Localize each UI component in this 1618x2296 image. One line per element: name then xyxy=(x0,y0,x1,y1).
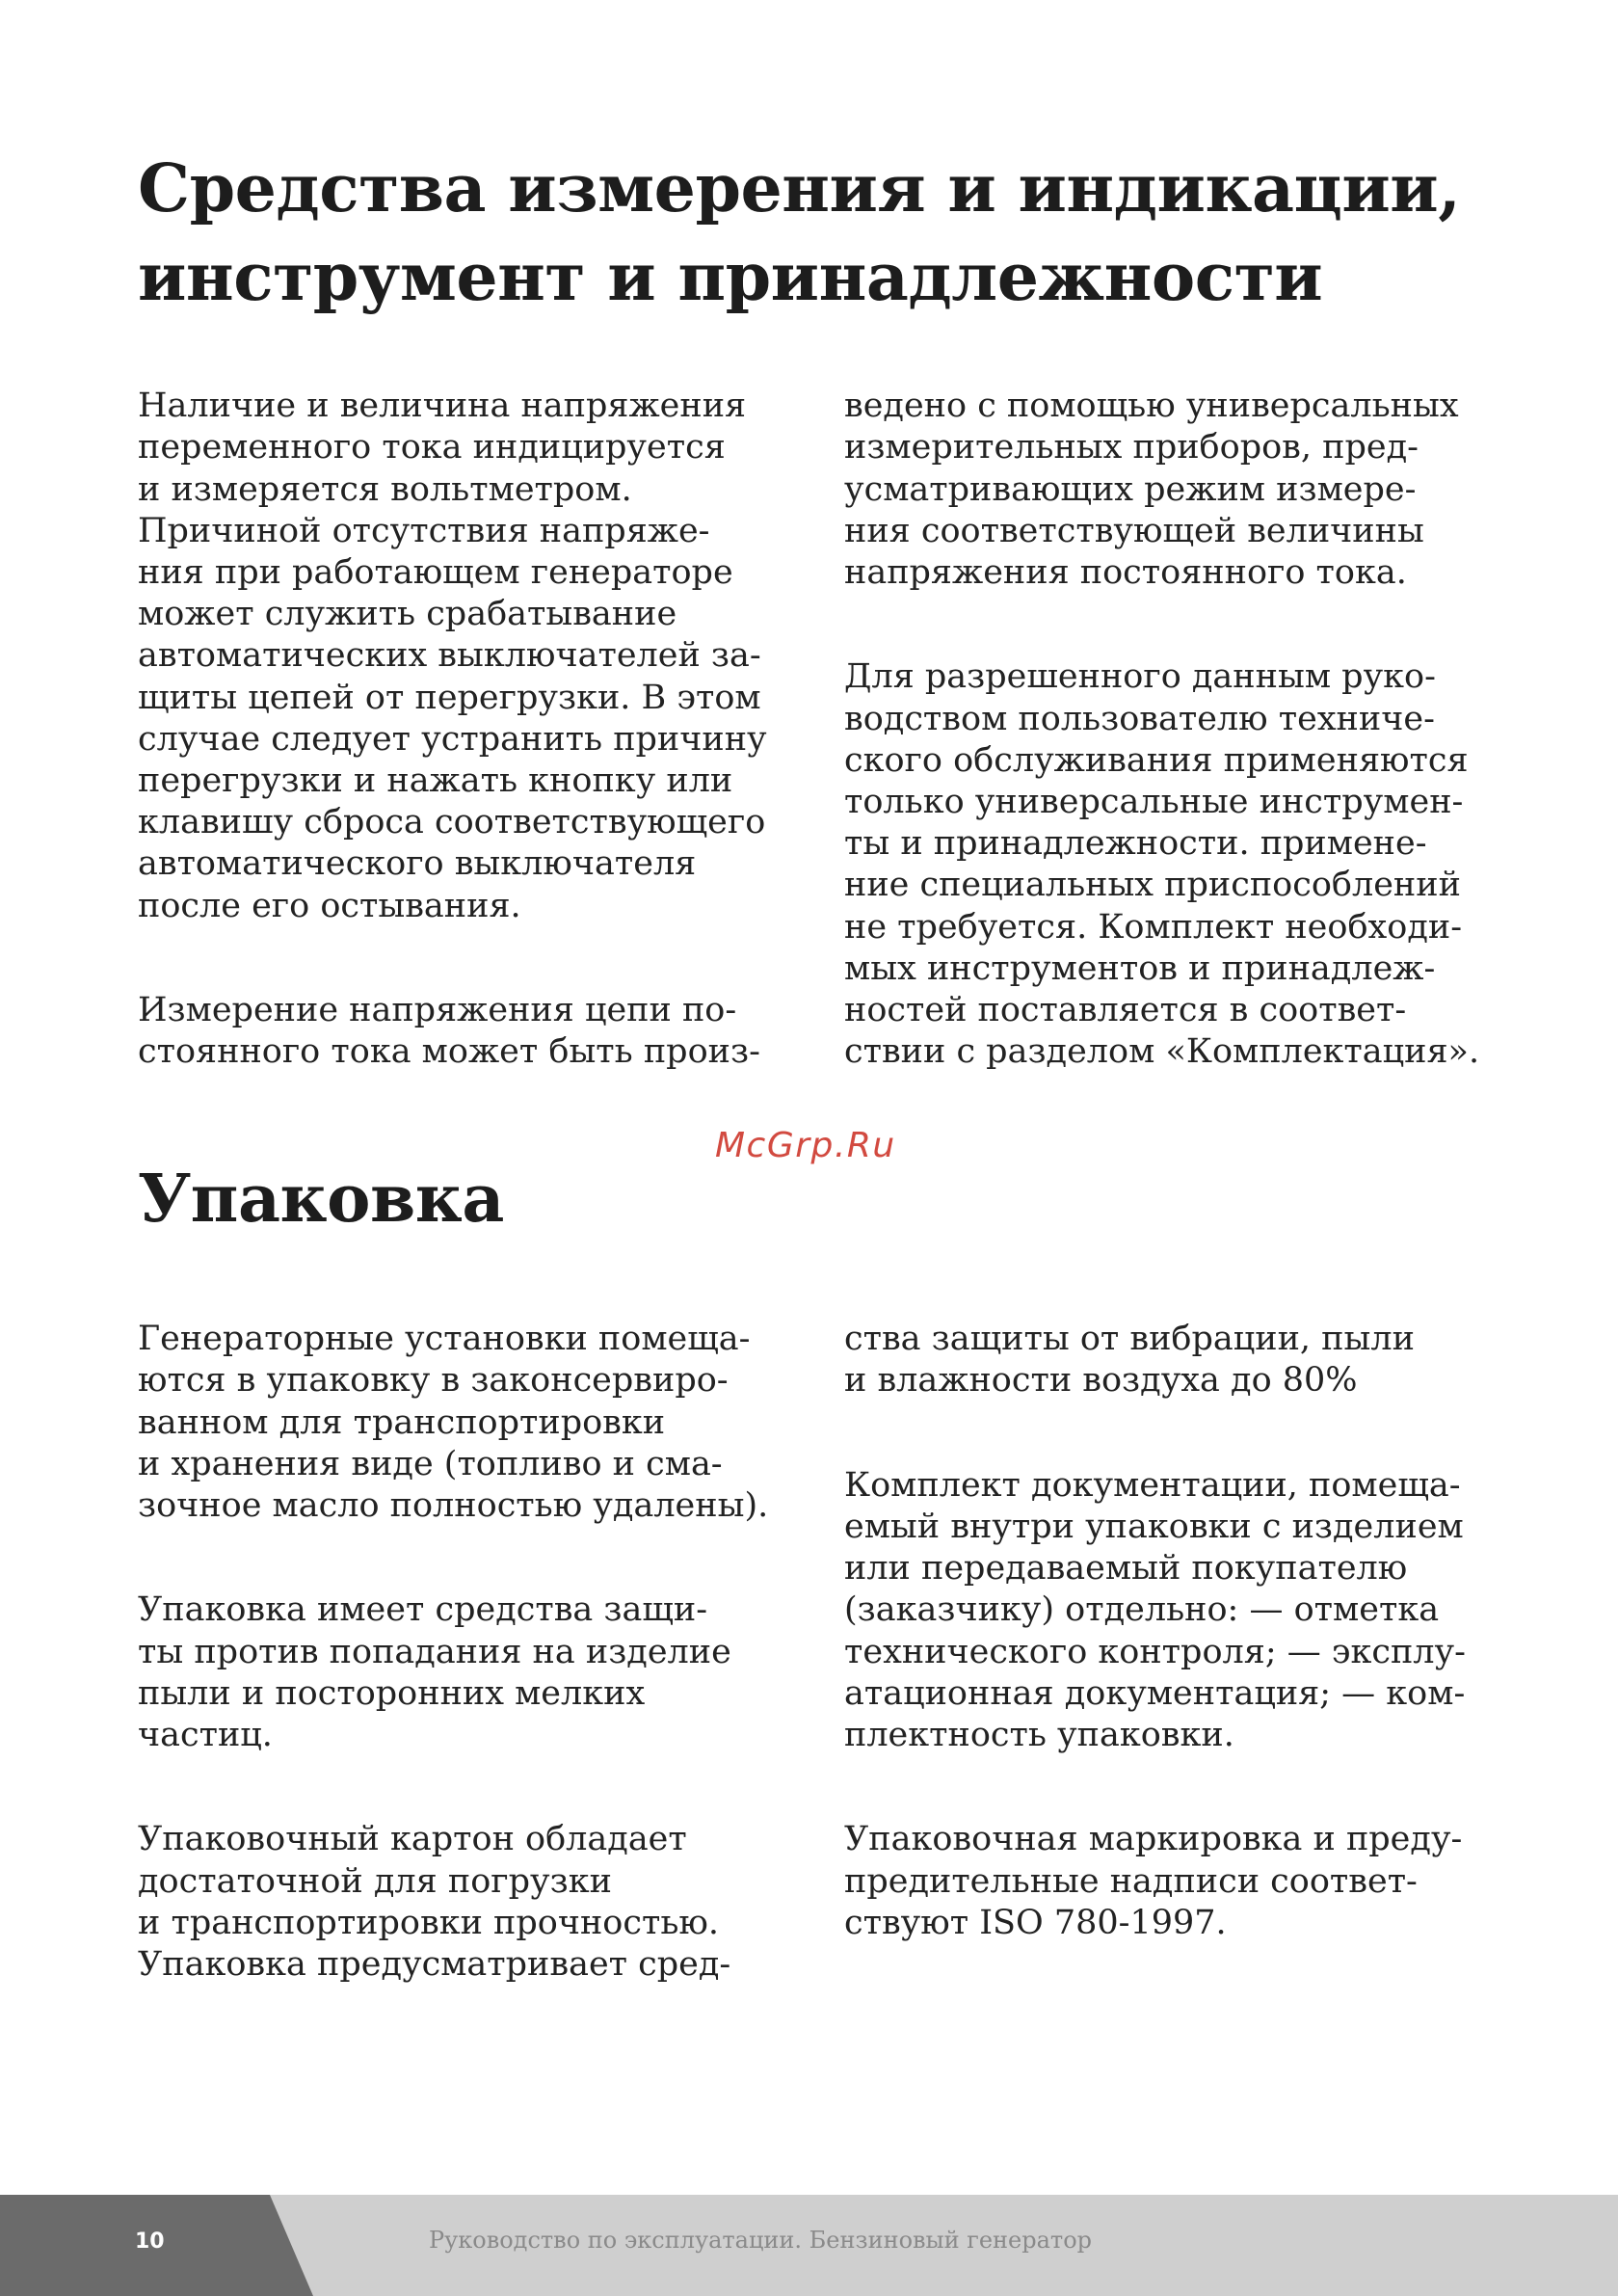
page-footer xyxy=(0,2195,1618,2296)
section1-right-column xyxy=(844,344,1509,1136)
paragraph: ства защиты от вибрации, пыли и влажности воздуха до 80% xyxy=(844,1320,1415,1401)
paragraph: Наличие и величина напряжения переменного тока индицируется и измеряется вольтметром. Причиной отсутствия напряже- ния при работающем генераторе может служить срабатывание автоматических выключателей за- щиты цепей от перегрузки. В этом случае следует устранить причину перегрузки и нажать кнопку или клавишу сброса соответствующего автоматического выключателя после его остывания. xyxy=(138,387,767,925)
paragraph: Для разрешенного данным руко- водством пользователю техниче- ского обслуживания применяются только универсальные инструмен- ты и принадлежности. примене- ние специальных приспособлений не требуется. Комплект необходи- мых инструментов и принадлеж- ностей поставляется в соответ- ствии с разделом «Комплектация». xyxy=(844,657,1480,1072)
watermark: McGrp.Ru xyxy=(715,1126,896,1165)
section-title-packaging: Упаковка xyxy=(138,1161,504,1238)
section2-left-column xyxy=(138,1277,803,2048)
section-title-line-2: инструмент и принадлежности xyxy=(138,239,1323,316)
section2-right-column xyxy=(844,1277,1509,2007)
paragraph: Генераторные установки помеща- ются в упаковку в законсервиро- ванном для транспортировки и хранения виде (топливо и сма- зочное масло полностью удалены). xyxy=(138,1320,769,1526)
section1-left-column xyxy=(138,344,803,1136)
paragraph: ведено с помощью универсальных измерительных приборов, пред- усматривающих режим измере- ния соответствующей величины напряжения постоянного тока. xyxy=(844,387,1459,593)
page-number: 10 xyxy=(135,2229,165,2254)
paragraph: Комплект документации, помеща- емый внутри упаковки с изделием или передаваемый покупателю (заказчику) отдельно: — отметка технического контроля; — эксплу- атационная документация; — ком- плектность упаковки. xyxy=(844,1465,1466,1755)
footer-document-title: Руководство по эксплуатации. Бензиновый генератор xyxy=(429,2227,1093,2254)
paragraph: Упаковочная маркировка и преду- предительные надписи соответ- ствуют ISO 780-1997. xyxy=(844,1820,1463,1942)
section-title-measurement xyxy=(138,145,1460,322)
section-title-line-1: Средства измерения и индикации, xyxy=(138,150,1461,227)
paragraph: Измерение напряжения цепи по- стоянного тока может быть произ- xyxy=(138,991,760,1072)
paragraph: Упаковка имеет средства защи- ты против попадания на изделие пыли и посторонних мелких частиц. xyxy=(138,1590,731,1755)
paragraph: Упаковочный картон обладает достаточной для погрузки и транспортировки прочностью. Упаковка предусматривает сред- xyxy=(138,1820,731,1985)
